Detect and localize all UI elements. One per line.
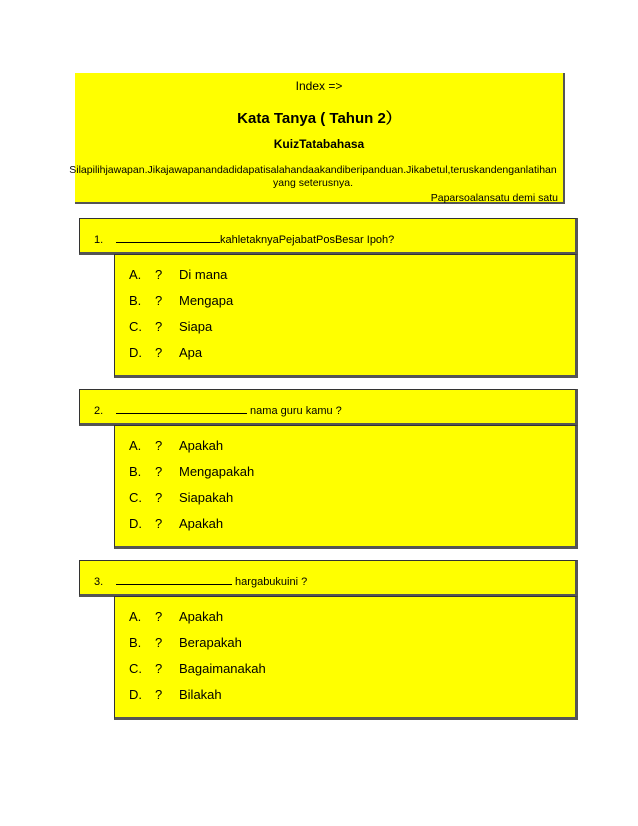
option-mark: ? [155,345,163,360]
option-mark: ? [155,609,163,624]
option-c[interactable] [129,661,266,676]
option-letter: A. [129,267,142,282]
option-mark: ? [155,516,163,531]
question-number: 1. [94,234,104,246]
option-b[interactable] [129,464,254,479]
option-text[interactable]: Apakah [179,438,224,453]
instructions [63,164,563,190]
quiz-header [69,73,565,204]
option-a[interactable] [129,438,223,453]
option-mark: ? [155,661,163,676]
option-text[interactable]: Di mana [179,267,228,282]
answer-blank [116,402,247,414]
option-letter: D. [129,345,142,360]
option-letter: C. [129,319,142,334]
question-box-1 [79,218,578,255]
option-letter: C. [129,661,142,676]
option-mark: ? [155,438,163,453]
answer-blank [116,231,220,243]
option-mark: ? [155,635,163,650]
option-mark: ? [155,464,163,479]
option-letter: C. [129,490,142,505]
question-stem: hargabukuini ? [232,576,308,588]
option-mark: ? [155,319,163,334]
option-letter: A. [129,438,142,453]
option-c[interactable] [129,319,212,334]
option-letter: D. [129,516,142,531]
page-title: Kata Tanya ( Tahun 2） [237,110,401,127]
question-stem: kahletaknyaPejabatPosBesar Ipoh? [220,234,395,246]
options-box-2 [114,425,578,549]
option-text[interactable]: Bagaimanakah [179,661,266,676]
page-subtitle: KuizTatabahasa [273,137,365,151]
instruction-right: Paparsoalansatu demi satu [430,192,558,204]
question-number: 3. [94,576,104,588]
question-text-3 [94,573,307,588]
option-text[interactable]: Apakah [179,609,224,624]
option-c[interactable] [129,490,233,505]
option-d[interactable] [129,687,222,702]
option-text[interactable]: Apa [179,345,203,360]
index-link[interactable]: Index => [295,79,343,93]
option-text[interactable]: Mengapakah [179,464,255,479]
option-b[interactable] [129,635,242,650]
instruction-line-1: Silapilihjawapan.Jikajawapanandadidapatisalahandaakandiberipanduan.Jikabetul,teruskandenganlatihan [69,164,557,176]
instruction-line-2: yang seterusnya. [273,177,353,189]
option-a[interactable] [129,267,227,282]
option-letter: D. [129,687,142,702]
question-stem: nama guru kamu ? [247,405,342,417]
option-b[interactable] [129,293,233,308]
option-text[interactable]: Berapakah [179,635,242,650]
answer-blank [116,573,232,585]
option-text[interactable]: Bilakah [179,687,222,702]
question-box-3 [79,560,578,597]
options-box-1 [114,254,578,378]
option-mark: ? [155,267,163,282]
option-text[interactable]: Mengapa [179,293,234,308]
option-d[interactable] [129,516,223,531]
options-box-3 [114,596,578,720]
option-a[interactable] [129,609,223,624]
option-letter: B. [129,635,142,650]
option-letter: B. [129,293,142,308]
question-box-2 [79,389,578,426]
question-text-2 [94,402,342,417]
option-letter: A. [129,609,142,624]
option-text[interactable]: Siapakah [179,490,234,505]
option-text[interactable]: Apakah [179,516,224,531]
option-d[interactable] [129,345,202,360]
option-mark: ? [155,490,163,505]
question-number: 2. [94,405,104,417]
option-mark: ? [155,687,163,702]
question-text-1 [94,231,394,246]
option-letter: B. [129,464,142,479]
option-text[interactable]: Siapa [179,319,213,334]
option-mark: ? [155,293,163,308]
